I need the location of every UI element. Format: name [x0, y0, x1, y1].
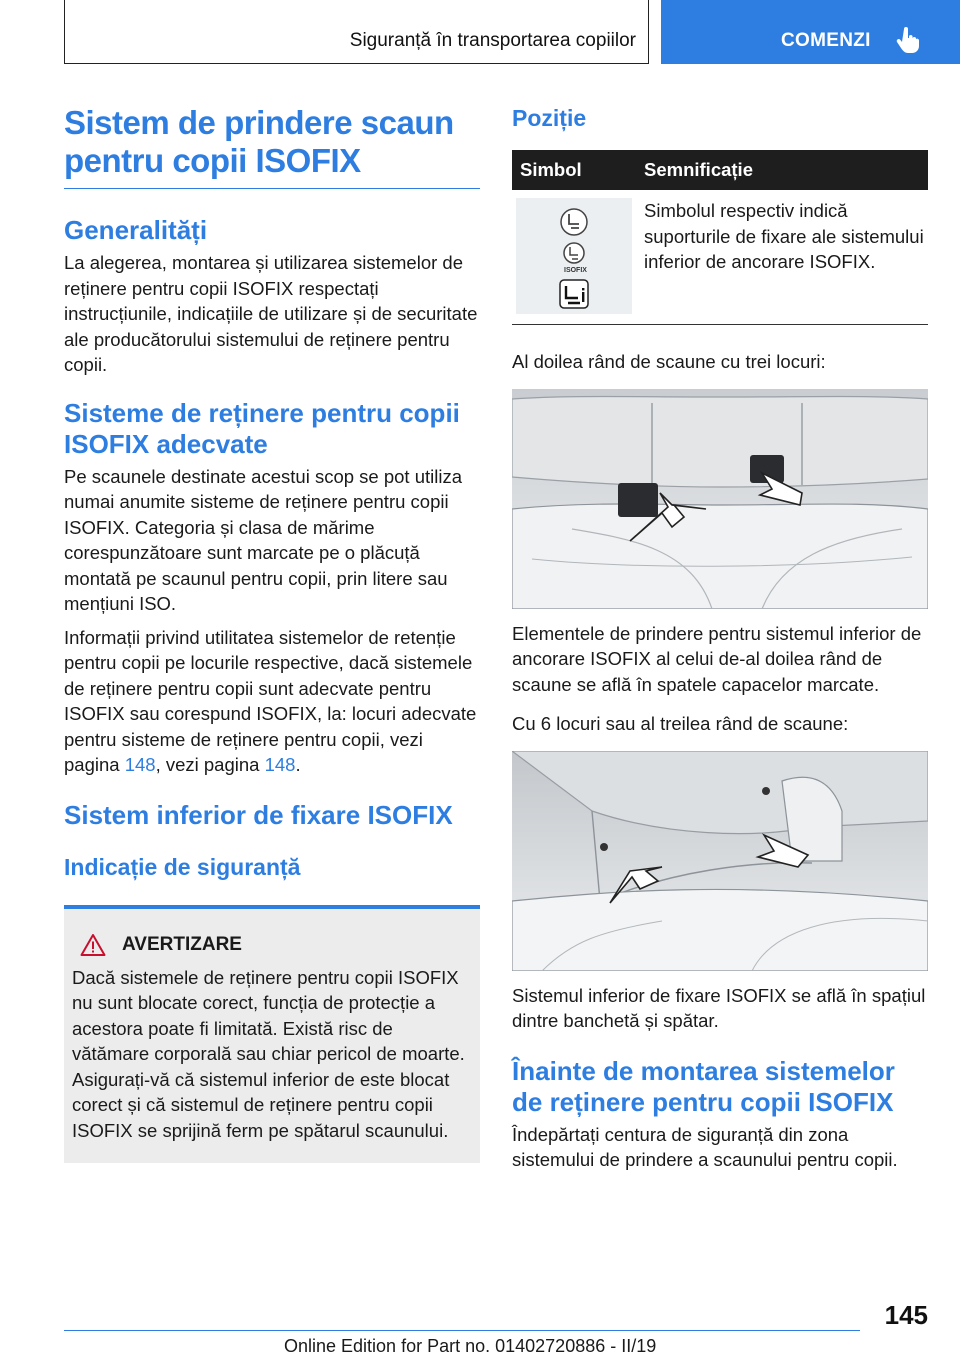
footer-rule: [64, 1330, 860, 1331]
page-number: 145: [884, 1300, 928, 1330]
second-row-seat-photo: [512, 389, 928, 609]
heading-inainte-de-montare: Înainte de montarea sistemelor de reținere pentru copii ISOFIX: [512, 1055, 895, 1117]
header-section-box: [64, 0, 649, 64]
suitable-paragraph-1: Pe scaunele destinate acestui scop se pot utiliza numai anumite sisteme de reținere pentru copii ISOFIX. Categoria și clasa de mărime corespunzătoare sunt marcate pe o plăcuță montată pe scaunul pentru copii, prin litere sau mențiuni ISO.: [64, 465, 462, 614]
right-column: [512, 104, 928, 1173]
third-row-seat-photo: [512, 751, 928, 971]
table-header-simbol: Simbol: [512, 150, 634, 190]
heading-generalitati: Generalități: [64, 215, 208, 245]
heading-indicatie-siguranta: Indicație de siguranță: [64, 853, 301, 880]
heading-pozitie: Poziție: [512, 105, 587, 131]
tab-comenzi[interactable]: [661, 0, 960, 64]
heading-sisteme-adecvate: Sisteme de reținere pentru copii ISOFIX adecvate: [64, 397, 460, 459]
section-title: Siguranță în transportarea copiilor: [349, 30, 636, 51]
page-link-148-second[interactable]: 148: [264, 754, 296, 775]
svg-text:ISOFIX: ISOFIX: [564, 267, 587, 274]
symbol-table: [512, 150, 928, 314]
pointing-hand-icon: [893, 26, 921, 54]
title-rule: [64, 188, 480, 189]
page-link-148[interactable]: 148: [124, 754, 156, 775]
footer-edition: Online Edition for Part no. 01402720886 - II/19: [284, 1336, 657, 1356]
second-row-label: Al doilea rând de scaune cu trei locuri:: [512, 351, 826, 372]
heading-sistem-inferior: Sistem inferior de fixare ISOFIX: [64, 799, 453, 830]
symbol-meaning: Simbolul respectiv indică suporturile de fixare ale sistemului inferior de ancorare ISOFIX.: [644, 200, 924, 272]
tab-comenzi-label: COMENZI: [781, 30, 871, 51]
third-row-caption: Sistemul inferior de fixare ISOFIX se află în spațiul dintre banchetă și spătar.: [512, 984, 926, 1031]
warning-box: [64, 905, 480, 1164]
warning-triangle-icon: [80, 933, 106, 957]
isofix-symbols-icon: [516, 198, 632, 314]
table-row: [512, 190, 928, 314]
table-bottom-rule: [512, 324, 928, 325]
third-row-label: Cu 6 locuri sau al treilea rând de scaune:: [512, 713, 849, 734]
table-header-semnificatie: Semnificație: [634, 150, 928, 190]
warning-text: Dacă sistemele de reținere pentru copii ISOFIX nu sunt blocate corect, funcția de protecție a acestora poate fi limitată. Există risc de vătămare corporală sau chiar pericol de moarte. Asigurați-vă că sistemul inferior de este blocat corect și că sistemul de reținere pentru copii ISOFIX se sprijină ferm pe spătarul scaunului.: [72, 966, 465, 1141]
suitable-paragraph-2: Informații privind utilitatea sistemelor de retenție pentru copii pe locurile respective, dacă sistemele de reținere pentru copii sunt adecvate pentru ISOFIX sau corespund ISOFIX, la: locuri adecvate pentru sisteme de reținere pentru copii, vezi pagina 148, vezi pagina 148.: [64, 626, 477, 775]
second-row-caption: Elementele de prindere pentru sistemul inferior de ancorare ISOFIX al celui de-al doilea rând de scaune se află în spatele capacelor marcate.: [512, 622, 922, 695]
general-paragraph: La alegerea, montarea și utilizarea sistemelor de reținere pentru copii ISOFIX respectați instrucțiunile, indicațiile de utilizare și de securitate ale producătorului sistemului de reținere pentru copii.: [64, 252, 478, 375]
page-title: Sistem de prindere scaun pentru copii ISOFIX: [64, 104, 454, 179]
warning-title: AVERTIZARE: [122, 933, 242, 955]
before-paragraph: Îndepărtați centura de siguranță din zona sistemului de prindere a scaunului pentru copii.: [512, 1123, 898, 1170]
left-column: [64, 104, 480, 1163]
